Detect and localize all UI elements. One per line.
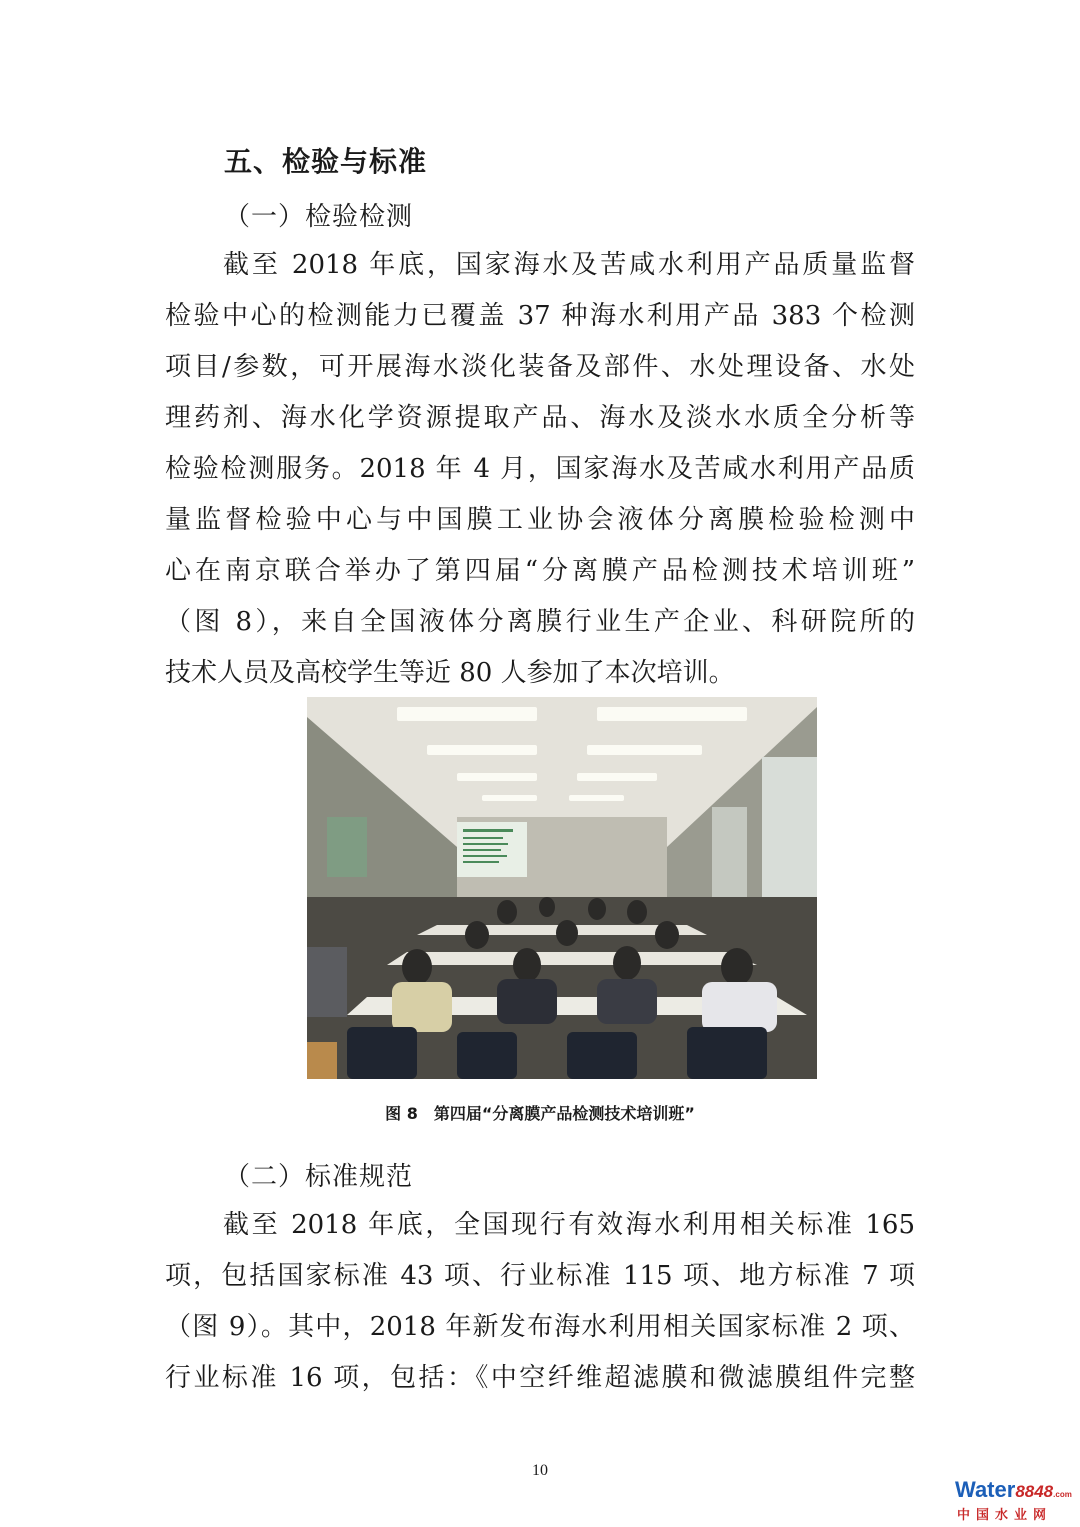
section-title: 五、检验与标准 [224, 145, 428, 178]
watermark-subtitle: 中国水业网 [957, 1508, 1053, 1523]
training-class-photo [307, 697, 817, 1079]
watermark-brand-main: Water [955, 1477, 1016, 1502]
paragraph-line: 技术人员及高校学生等近 80 人参加了本次培训。 [165, 658, 735, 688]
paragraph-line: 截至 2018 年底，全国现行有效海水利用相关标准 165 [223, 1210, 915, 1240]
paragraph-line: 心在南京联合举办了第四届“分离膜产品检测技术培训班” [165, 556, 915, 586]
paragraph-line: 项目/参数，可开展海水淡化装备及部件、水处理设备、水处 [165, 352, 915, 382]
paragraph-line: （图 8），来自全国液体分离膜行业生产企业、科研院所的 [165, 607, 915, 637]
paragraph-line: 量监督检验中心与中国膜工业协会液体分离膜检验检测中 [165, 505, 915, 535]
watermark-brand [955, 1478, 1075, 1507]
paragraph-line: 检验中心的检测能力已覆盖 37 种海水利用产品 383 个检测 [165, 301, 915, 331]
watermark-brand-suffix: .com [1053, 1490, 1072, 1499]
subsection-title-inspection: （一）检验检测 [224, 202, 414, 232]
paragraph-line: （图 9）。其中，2018 年新发布海水利用相关国家标准 2 项、 [165, 1312, 915, 1342]
figure-caption: 图 8 第四届“分离膜产品检测技术培训班” [385, 1104, 695, 1123]
page-number: 10 [532, 1462, 548, 1479]
paragraph-line: 检验检测服务。2018 年 4 月，国家海水及苦咸水利用产品质 [165, 454, 915, 484]
subsection-title-standards: （二）标准规范 [224, 1162, 414, 1192]
paragraph-standards [165, 1200, 915, 1404]
paragraph-line: 截至 2018 年底，国家海水及苦咸水利用产品质量监督 [223, 250, 915, 280]
paragraph-line: 行业标准 16 项，包括：《中空纤维超滤膜和微滤膜组件完整 [165, 1363, 915, 1393]
watermark-brand-num: 8848 [1015, 1482, 1054, 1501]
paragraph-inspection [165, 240, 915, 699]
paragraph-line: 理药剂、海水化学资源提取产品、海水及淡水水质全分析等 [165, 403, 915, 433]
paragraph-line: 项，包括国家标准 43 项、行业标准 115 项、地方标准 7 项 [165, 1261, 915, 1291]
watermark-logo [955, 1478, 1075, 1524]
